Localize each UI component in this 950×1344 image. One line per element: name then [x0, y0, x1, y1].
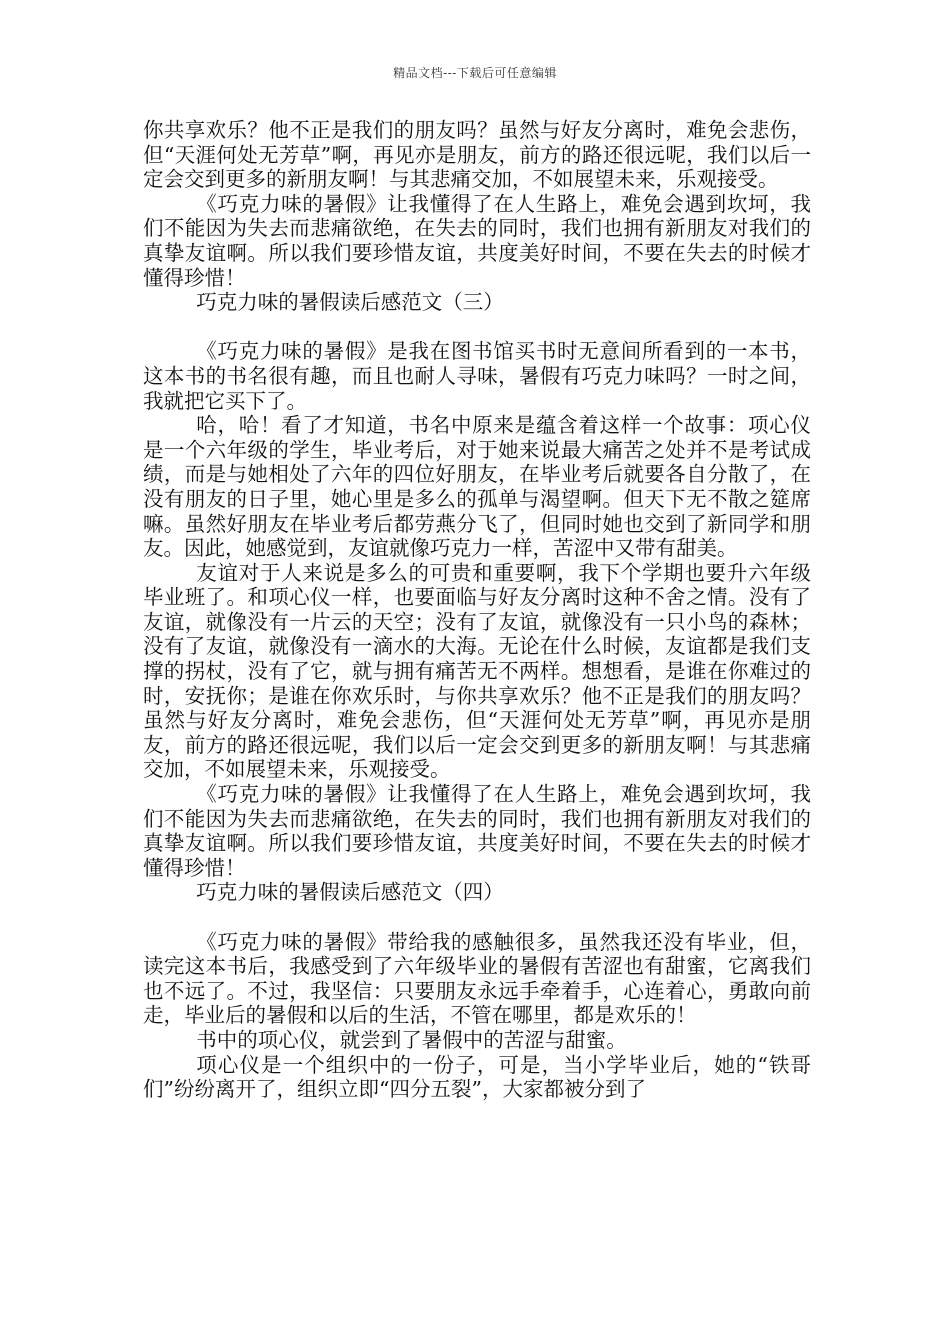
section-heading: 巧克力味的暑假读后感范文（三） — [196, 290, 504, 315]
paragraph: 友谊对于人来说是多么的可贵和重要啊，我下个学期也要升六年级毕业班了。和项心仪一样，也要面临与好友分离时这种不舍之情。没有了友谊，就像没有一片云的天空；没有了友谊，就像没有一只小鸟的森林；没有了友谊，就像没有一滴水的大海。无论在什么时候，友谊都是我们支撑的拐杖，没有了它，就与拥有痛苦无不两样。想想看，是谁在你难过的时，安抚你；是谁在你欢乐时，与你共享欢乐？他不正是我们的朋友吗？虽然与好友分离时，难免会悲伤，但“天涯何处无芳草”啊，再见亦是朋友，前方的路还很远呢，我们以后一定会交到更多的新朋友啊！与其悲痛交加，不如展望未来，乐观接受。 — [143, 560, 811, 782]
paragraph: 《巧克力味的暑假》让我懂得了在人生路上，难免会遇到坎坷，我们不能因为失去而悲痛欲绝，在失去的同时，我们也拥有新朋友对我们的真挚友谊啊。所以我们要珍惜友谊，共度美好时间，不要在失去的时候才懂得珍惜！ — [143, 782, 811, 880]
document-body — [143, 118, 811, 1102]
section-heading: 巧克力味的暑假读后感范文（四） — [196, 880, 504, 905]
blank-line — [143, 315, 811, 340]
paragraph: 《巧克力味的暑假》带给我的感触很多，虽然我还没有毕业，但，读完这本书后，我感受到了六年级毕业的暑假有苦涩也有甜蜜，它离我们也不远了。不过，我坚信：只要朋友永远手牵着手，心连着心，勇敢向前走，毕业后的暑假和以后的生活，不管在哪里，都是欢乐的！ — [143, 929, 811, 1028]
paragraph: 《巧克力味的暑假》是我在图书馆买书时无意间所看到的一本书，这本书的书名很有趣，而且也耐人寻味，暑假有巧克力味吗？一时之间，我就把它买下了。 — [143, 339, 811, 413]
paragraph: 哈，哈！看了才知道，书名中原来是蕴含着这样一个故事：项心仪是一个六年级的学生，毕业考后，对于她来说最大痛苦之处并不是考试成绩，而是与她相处了六年的四位好朋友，在毕业考后就要各自分散了，在没有朋友的日子里，她心里是多么的孤单与渴望啊。但天下无不散之筵席嘛。虽然好朋友在毕业考后都劳燕分飞了，但同时她也交到了新同学和朋友。因此，她感觉到，友谊就像巧克力一样，苦涩中又带有甜美。 — [143, 413, 811, 561]
paragraph: 你共享欢乐？他不正是我们的朋友吗？虽然与好友分离时，难免会悲伤，但“天涯何处无芳草”啊，再见亦是朋友，前方的路还很远呢，我们以后一定会交到更多的新朋友啊！与其悲痛交加，不如展望未来，乐观接受。 — [143, 118, 811, 192]
blank-line — [143, 905, 811, 930]
paragraph: 书中的项心仪，就尝到了暑假中的苦涩与甜蜜。 — [196, 1027, 627, 1052]
paragraph: 项心仪是一个组织中的一份子，可是，当小学毕业后，她的“铁哥们”纷纷离开了，组织立即“四分五裂”，大家都被分到了 — [143, 1052, 811, 1102]
paragraph: 《巧克力味的暑假》让我懂得了在人生路上，难免会遇到坎坷，我们不能因为失去而悲痛欲绝，在失去的同时，我们也拥有新朋友对我们的真挚友谊啊。所以我们要珍惜友谊，共度美好时间，不要在失去的时候才懂得珍惜！ — [143, 191, 811, 290]
page-header: 精品文档---下载后可任意编辑 — [393, 66, 557, 80]
